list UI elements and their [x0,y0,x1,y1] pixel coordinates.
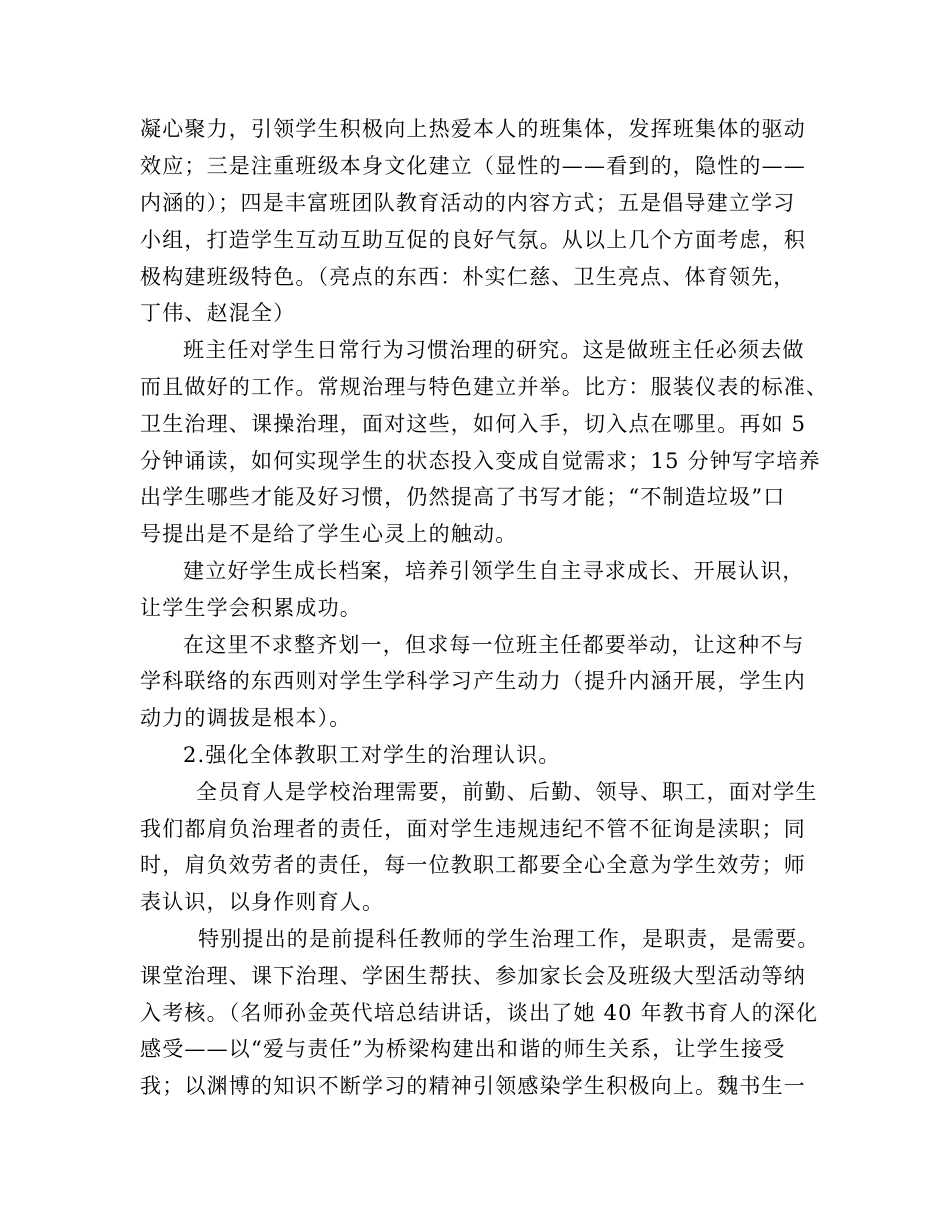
paragraph-first-line: 在这里不求整齐划一，但求每一位班主任都要举动，让这种不与 [183,633,805,657]
text-line: 极构建班级特色。（亮点的东西：朴实仁慈、卫生亮点、体育领先， [140,265,796,289]
text-line: 凝心聚力，引领学生积极向上热爱本人的班集体，发挥班集体的驱动 [140,117,806,141]
text-line: 卫生治理、课操治理，面对这些，如何入手，切入点在哪里。再如 5 [140,412,807,436]
text-line: 课堂治理、课下治理、学困生帮扶、参加家长会及班级大型活动等纳 [140,964,806,988]
text-line: 我们都肩负治理者的责任，面对学生违规违纪不管不征询是渎职；同 [140,817,806,841]
paragraph-first-line: 特别提出的是前提科任教师的学生治理工作，是职责，是需要。 [198,927,820,951]
paragraph-first-line: 建立好学生成长档案，培养引领学生自主寻求成长、开展认识， [183,559,805,583]
text-line: 学科联络的东西则对学生学科学习产生动力（提升内涵开展，学生内 [140,669,806,693]
text-line: 内涵的）；四是丰富班团队教育活动的内容方式；五是倡导建立学习 [140,191,796,215]
text-line: 让学生学会积累成功。 [140,596,362,620]
text-line: 而且做好的工作。常规治理与特色建立并举。比方：服装仪表的标准、 [140,375,829,399]
text-line: 分钟诵读，如何实现学生的状态投入变成自觉需求；15 分钟写字培养 [140,449,821,473]
text-line: 出学生哪些才能及好习惯，仍然提高了书写才能；“不制造垃圾”口 [140,485,786,509]
text-line: 动力的调拔是根本）。 [140,706,352,730]
text-line: 感受——以“爱与责任”为桥梁构建出和谐的师生关系，让学生接受 [140,1037,786,1061]
text-line: 小组，打造学生互动互助互促的良好气氛。从以上几个方面考虑，积 [140,228,806,252]
text-line: 表认识，以身作则育人。 [140,890,385,914]
text-line: 号提出是不是给了学生心灵上的触动。 [140,522,518,546]
text-line: 入考核。（名师孙金英代培总结讲话，谈出了她 40 年教书育人的深化 [140,1001,819,1025]
text-line: 时，肩负效劳者的责任，每一位教职工都要全心全意为学生效劳；师 [140,853,806,877]
section-heading: 2.强化全体教职工对学生的治理认识。 [183,743,561,767]
paragraph-first-line: 班主任对学生日常行为习惯治理的研究。这是做班主任必须去做 [183,338,805,362]
text-line: 效应；三是注重班级本身文化建立（显性的——看到的，隐性的—— [140,154,806,178]
text-line: 我；以渊博的知识不断学习的精神引领感染学生积极向上。魏书生一 [140,1074,806,1098]
paragraph-first-line: 全员育人是学校治理需要，前勤、后勤、领导、职工，面对学生 [196,780,818,804]
text-line: 丁伟、赵混全） [140,301,296,325]
